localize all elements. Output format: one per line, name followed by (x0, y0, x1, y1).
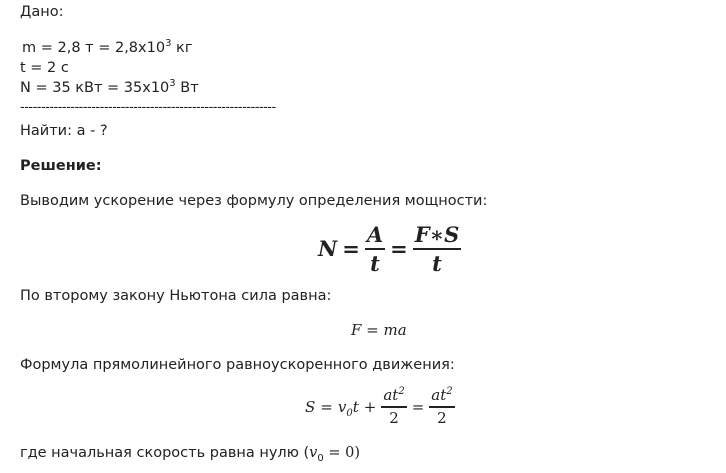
fraction-2-numerator: F∗S (414, 222, 460, 247)
power-formula-lhs: N (318, 236, 338, 262)
given-heading: Дано: (20, 4, 64, 20)
newton-formula: F = ma (351, 321, 407, 339)
motion-fraction-1-bar (381, 406, 406, 408)
given-mass-exponent: 3 (165, 38, 172, 50)
motion-formula-eq-1: = (320, 397, 333, 416)
motion-fraction-2-numerator: $at^2$ (431, 386, 453, 404)
motion-formula-lhs: S (305, 397, 316, 416)
given-power-unit: Вт (175, 80, 199, 96)
power-formula-fraction-1 (365, 224, 385, 274)
solution-heading: Решение: (20, 158, 102, 174)
step-4-text (20, 445, 360, 464)
power-formula (318, 224, 461, 274)
find-line: Найти: а - ? (20, 123, 108, 139)
given-divider: ------------------------------------------------------------- (20, 100, 276, 115)
step-4-subscript: 0 (317, 452, 324, 464)
fraction-1-bar (365, 248, 385, 250)
step-2-text: По второму закону Ньютона сила равна: (20, 288, 332, 304)
given-mass (22, 40, 192, 56)
power-formula-eq-2: = (390, 236, 408, 262)
given-time: t = 2 с (20, 60, 69, 76)
given-power-text: N = 35 кВт = 35х10 (20, 80, 170, 96)
motion-fraction-1-numerator: $at^2$ (383, 386, 405, 404)
fraction-2-bar (413, 248, 462, 250)
motion-formula (305, 388, 455, 426)
fraction-2-denominator: t (432, 250, 442, 276)
fraction-1-numerator: A (366, 222, 384, 247)
motion-formula-eq-2: = (411, 397, 425, 416)
fraction-1-denominator: t (370, 250, 380, 276)
given-power-exponent: 3 (169, 78, 176, 90)
given-mass-unit: кг (171, 40, 193, 56)
motion-formula-subscript: 0 (346, 407, 353, 419)
motion-formula-term: $v_0t$ (337, 397, 359, 419)
power-formula-fraction-2 (413, 224, 462, 274)
step-4-eq: = 0) (323, 445, 360, 461)
step-3-text: Формула прямолинейного равноускоренного движения: (20, 357, 455, 373)
step-4-prefix: где начальная скорость равна нулю ( (20, 445, 310, 461)
motion-formula-fraction-2 (429, 388, 454, 426)
motion-fraction-1-denominator: 2 (389, 408, 399, 427)
given-mass-text: m = 2,8 т = 2,8х10 (22, 40, 166, 56)
step-1-text: Выводим ускорение через формулу определения мощности: (20, 193, 488, 209)
motion-fraction-2-denominator: 2 (437, 408, 447, 427)
step-4-var: v (309, 445, 318, 461)
given-power (20, 80, 199, 96)
motion-formula-plus: + (363, 397, 377, 416)
motion-fraction-2-bar (429, 406, 454, 408)
power-formula-eq-1: = (342, 236, 360, 262)
motion-formula-fraction-1 (381, 388, 406, 426)
